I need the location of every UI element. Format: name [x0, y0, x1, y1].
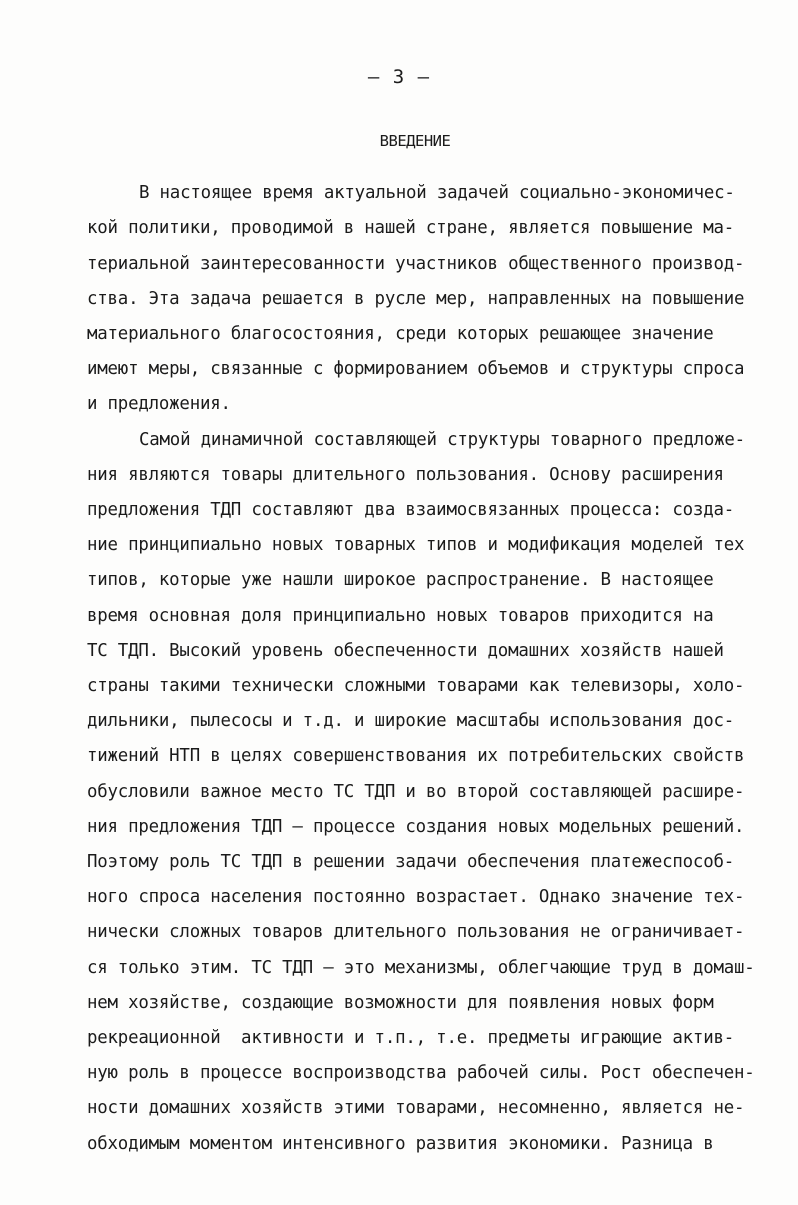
text-line: ния предложения ТДП – процессе создания новых модельных решений. [87, 817, 745, 837]
text-line: дильники, пылесосы и т.д. и широкие масштабы использования дос- [87, 711, 735, 731]
page-number: – 3 – [367, 66, 431, 88]
text-line: Поэтому роль ТС ТДП в решении задачи обеспечения платежеспособ- [87, 852, 735, 872]
text-line: обусловили важное место ТС ТДП и во второй составляющей расшире- [87, 782, 745, 802]
text-line: имеют меры, связанные с формированием объемов и структуры спроса [87, 359, 745, 379]
text-line: обходимым моментом интенсивного развития экономики. Разница в [87, 1134, 714, 1154]
text-line: ную роль в процессе воспроизводства рабочей силы. Рост обеспечен- [87, 1063, 755, 1083]
text-line: и предложения. [87, 394, 231, 414]
text-line: В настоящее время актуальной задачей социально-экономичес- [139, 183, 735, 203]
text-line: типов, которые уже нашли широкое распространение. В настоящее [87, 570, 714, 590]
text-line: Самой динамичной составляющей структуры товарного предложе- [139, 430, 745, 450]
text-line: тижений НТП в целях совершенствования их потребительских свойств [87, 746, 745, 766]
text-line: ного спроса населения постоянно возрастает. Однако значение тех- [87, 887, 745, 907]
text-line: ности домашних хозяйств этими товарами, несомненно, является не- [87, 1098, 745, 1118]
text-line: ства. Эта задача решается в русле мер, направленных на повышение [87, 289, 745, 309]
section-heading: ВВЕДЕНИЕ [379, 132, 451, 150]
text-line: ся только этим. ТС ТДП – это механизмы, облегчающие труд в домаш- [87, 958, 755, 978]
text-line: ТС ТДП. Высокий уровень обеспеченности домашних хозяйств нашей [87, 641, 724, 661]
text-line: ния являются товары длительного пользования. Основу расширения [87, 465, 724, 485]
text-line: рекреационной активности и т.п., т.е. предметы играющие актив- [87, 1028, 735, 1048]
text-line: кой политики, проводимой в нашей стране, является повышение ма- [87, 218, 735, 238]
text-line: предложения ТДП составляют два взаимосвязанных процесса: созда- [87, 500, 735, 520]
text-line: время основная доля принципиально новых товаров приходится на [87, 606, 714, 626]
text-line: териальной заинтересованности участников общественного производ- [87, 254, 745, 274]
text-line: нем хозяйстве, создающие возможности для появления новых форм [87, 993, 714, 1013]
text-line: ние принципиально новых товарных типов и модификация моделей тех [87, 535, 745, 555]
text-line: материального благосостояния, среди которых решающее значение [87, 324, 714, 344]
text-line: страны такими технически сложными товарами как телевизоры, холо- [87, 676, 745, 696]
text-line: нически сложных товаров длительного пользования не ограничивает- [87, 922, 745, 942]
